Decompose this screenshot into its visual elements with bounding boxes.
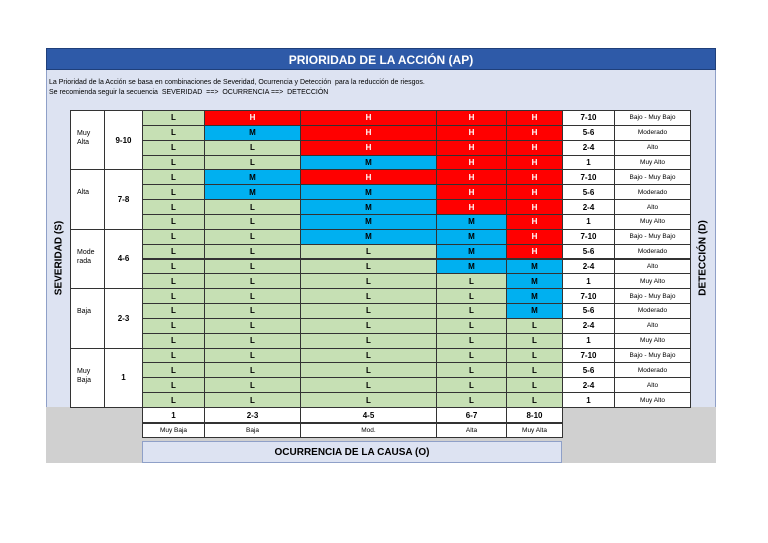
ap-cell: M [436, 259, 507, 275]
ap-cell: L [436, 318, 507, 334]
detection-range: 7-10 [562, 110, 615, 126]
ap-cell: L [506, 362, 563, 378]
ap-cell: H [506, 155, 563, 171]
occurrence-range: 2-3 [204, 407, 301, 423]
ap-cell: L [142, 214, 205, 230]
ap-cell: L [142, 362, 205, 378]
occurrence-label: Muy Baja [142, 423, 205, 438]
severity-axis-label: SEVERIDAD (S) [53, 220, 65, 296]
severity-word: Baja [70, 288, 105, 348]
ap-cell: L [142, 125, 205, 141]
detection-range: 1 [562, 214, 615, 230]
detection-label: Moderado [614, 184, 691, 200]
intro-line-2: Se recomienda seguir la secuencia SEVERIDAD ==> OCURRENCIA ==> DETECCIÓN [49, 89, 329, 96]
ap-cell: L [436, 288, 507, 304]
detection-range: 5-6 [562, 244, 615, 260]
ap-cell: L [204, 229, 301, 245]
detection-label: Moderado [614, 244, 691, 260]
detection-range: 5-6 [562, 125, 615, 141]
ap-cell: L [142, 244, 205, 260]
ap-cell: L [204, 214, 301, 230]
ap-cell: L [506, 348, 563, 364]
occurrence-label: Mod. [300, 423, 437, 438]
severity-word: Mode rada [70, 229, 105, 289]
occurrence-label: Alta [436, 423, 507, 438]
ap-cell: L [142, 199, 205, 215]
ap-cell: L [436, 348, 507, 364]
ap-cell: H [436, 140, 507, 156]
ap-cell: L [436, 362, 507, 378]
ap-cell: L [300, 288, 437, 304]
detection-label: Bajo - Muy Bajo [614, 288, 691, 304]
ap-cell: L [204, 303, 301, 319]
severity-word: Muy Alta [70, 110, 105, 170]
ap-cell: H [506, 244, 563, 260]
detection-range: 5-6 [562, 362, 615, 378]
severity-range: 4-6 [104, 229, 143, 289]
detection-range: 2-4 [562, 259, 615, 275]
ap-cell: L [204, 288, 301, 304]
ap-cell: L [204, 333, 301, 349]
ap-cell: L [506, 318, 563, 334]
detection-label: Moderado [614, 362, 691, 378]
ap-cell: L [142, 273, 205, 289]
ap-cell: L [142, 169, 205, 185]
ap-cell: H [300, 169, 437, 185]
ap-cell: L [436, 333, 507, 349]
ap-cell: L [142, 184, 205, 200]
ap-cell: L [300, 318, 437, 334]
ap-cell: H [506, 125, 563, 141]
ap-cell: L [506, 392, 563, 408]
detection-range: 2-4 [562, 199, 615, 215]
ap-cell: L [300, 348, 437, 364]
ap-cell: H [300, 125, 437, 141]
ap-cell: L [506, 333, 563, 349]
detection-range: 7-10 [562, 288, 615, 304]
ap-cell: M [436, 229, 507, 245]
ap-cell: H [436, 155, 507, 171]
ap-cell: M [300, 229, 437, 245]
severity-word: Muy Baja [70, 348, 105, 408]
ap-cell: L [142, 155, 205, 171]
ap-cell: H [436, 169, 507, 185]
detection-label: Muy Alto [614, 273, 691, 289]
ap-cell: L [300, 333, 437, 349]
detection-range: 2-4 [562, 140, 615, 156]
ap-cell: M [300, 155, 437, 171]
ap-cell: H [506, 140, 563, 156]
ap-cell: L [436, 377, 507, 393]
ap-cell: L [436, 303, 507, 319]
ap-cell: L [142, 140, 205, 156]
detection-label: Bajo - Muy Bajo [614, 110, 691, 126]
severity-word: Alta [70, 169, 105, 229]
ap-cell: L [300, 259, 437, 275]
severity-range: 1 [104, 348, 143, 408]
detection-label: Alto [614, 377, 691, 393]
ap-cell: M [506, 273, 563, 289]
ap-cell: M [436, 214, 507, 230]
detection-label: Alto [614, 259, 691, 275]
ap-cell: L [142, 303, 205, 319]
detection-label: Bajo - Muy Bajo [614, 348, 691, 364]
ap-cell: M [506, 259, 563, 275]
ap-cell: L [300, 392, 437, 408]
ap-cell: H [506, 229, 563, 245]
occurrence-label: Muy Alta [506, 423, 563, 438]
ap-cell: M [506, 303, 563, 319]
detection-range: 7-10 [562, 348, 615, 364]
detection-label: Bajo - Muy Bajo [614, 169, 691, 185]
ap-cell: M [300, 184, 437, 200]
ap-cell: L [204, 362, 301, 378]
ap-cell: L [300, 362, 437, 378]
page-title: PRIORIDAD DE LA ACCIÓN (AP) [46, 48, 716, 70]
ap-cell: H [436, 199, 507, 215]
occurrence-label: Baja [204, 423, 301, 438]
ap-cell: H [436, 110, 507, 126]
intro-line-1: La Prioridad de la Acción se basa en combinaciones de Severidad, Ocurrencia y Detección para la reducción de riesgos. [49, 79, 425, 86]
ap-cell: H [436, 184, 507, 200]
ap-cell: L [300, 303, 437, 319]
ap-cell: H [300, 110, 437, 126]
ap-cell: M [204, 125, 301, 141]
ap-cell: H [506, 110, 563, 126]
ap-cell: L [142, 110, 205, 126]
detection-label: Moderado [614, 303, 691, 319]
occurrence-range: 6-7 [436, 407, 507, 423]
detection-label: Muy Alto [614, 214, 691, 230]
detection-label: Muy Alto [614, 333, 691, 349]
ap-cell: M [436, 244, 507, 260]
ap-cell: L [204, 318, 301, 334]
ap-cell: L [436, 273, 507, 289]
ap-cell: H [506, 214, 563, 230]
ap-cell: M [300, 214, 437, 230]
ap-cell: L [142, 318, 205, 334]
severity-range: 9-10 [104, 110, 143, 170]
ap-cell: L [204, 244, 301, 260]
detection-label: Muy Alto [614, 392, 691, 408]
detection-label: Alto [614, 199, 691, 215]
ap-cell: L [436, 392, 507, 408]
ap-cell: L [506, 377, 563, 393]
detection-range: 1 [562, 273, 615, 289]
occurrence-axis-label: OCURRENCIA DE LA CAUSA (O) [142, 441, 562, 463]
detection-axis [690, 110, 716, 407]
ap-cell: L [300, 244, 437, 260]
ap-cell: H [300, 140, 437, 156]
detection-range: 1 [562, 392, 615, 408]
ap-cell: L [142, 229, 205, 245]
occurrence-range: 4-5 [300, 407, 437, 423]
detection-range: 2-4 [562, 377, 615, 393]
ap-cell: L [204, 155, 301, 171]
detection-range: 2-4 [562, 318, 615, 334]
ap-cell: H [506, 169, 563, 185]
detection-range: 5-6 [562, 184, 615, 200]
detection-label: Moderado [614, 125, 691, 141]
severity-range: 2-3 [104, 288, 143, 348]
detection-range: 1 [562, 155, 615, 171]
detection-range: 7-10 [562, 169, 615, 185]
severity-axis [46, 110, 70, 407]
intro-text [46, 70, 716, 110]
ap-cell: L [204, 392, 301, 408]
detection-range: 5-6 [562, 303, 615, 319]
detection-range: 7-10 [562, 229, 615, 245]
ap-cell: H [506, 199, 563, 215]
occurrence-range: 8-10 [506, 407, 563, 423]
ap-cell: L [142, 333, 205, 349]
detection-label: Alto [614, 318, 691, 334]
ap-cell: L [142, 348, 205, 364]
ap-cell: H [204, 110, 301, 126]
occurrence-range: 1 [142, 407, 205, 423]
ap-cell: L [142, 392, 205, 408]
detection-axis-label: DETECCIÓN (D) [697, 220, 709, 296]
detection-label: Muy Alto [614, 155, 691, 171]
ap-cell: L [142, 259, 205, 275]
ap-cell: L [142, 288, 205, 304]
ap-cell: M [204, 184, 301, 200]
ap-cell: L [300, 377, 437, 393]
ap-cell: L [204, 140, 301, 156]
severity-range: 7-8 [104, 169, 143, 229]
ap-cell: L [204, 259, 301, 275]
ap-cell: M [506, 288, 563, 304]
ap-cell: L [204, 348, 301, 364]
ap-cell: L [204, 377, 301, 393]
ap-cell: L [204, 273, 301, 289]
detection-range: 1 [562, 333, 615, 349]
ap-cell: M [204, 169, 301, 185]
ap-cell: H [506, 184, 563, 200]
ap-cell: L [300, 273, 437, 289]
ap-cell: L [142, 377, 205, 393]
ap-cell: M [300, 199, 437, 215]
ap-cell: L [204, 199, 301, 215]
ap-cell: H [436, 125, 507, 141]
detection-label: Alto [614, 140, 691, 156]
detection-label: Bajo - Muy Bajo [614, 229, 691, 245]
